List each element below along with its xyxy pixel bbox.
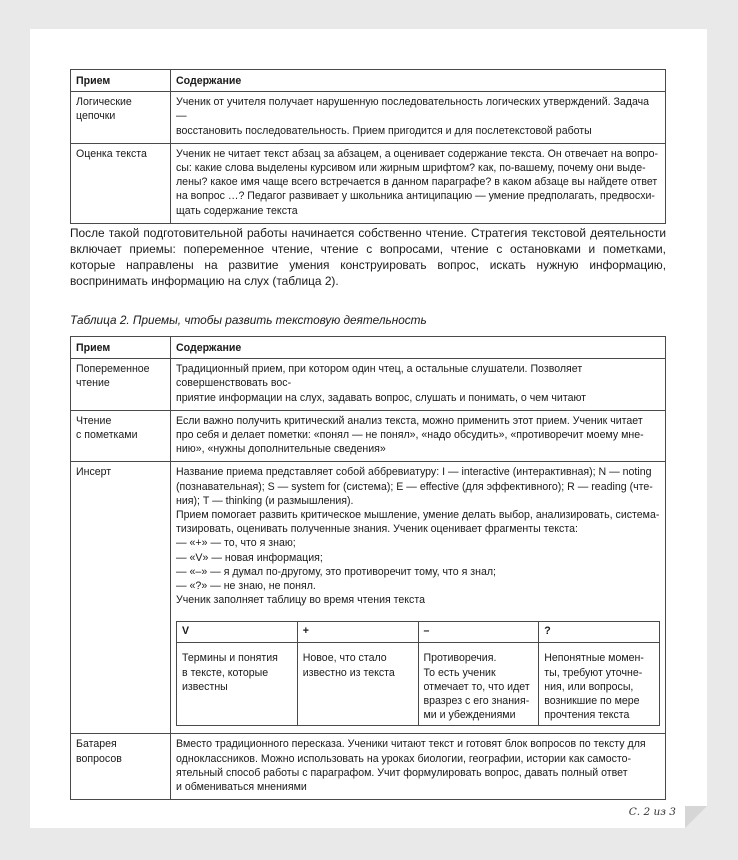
page-number: С. 2 из 3	[628, 806, 676, 818]
technique-content: Традиционный прием, при котором один чтец, а остальные слушатели. Позволяет совершенствовать вос- приятие информации на слух, задавать вопрос, слушать и понимать, о чем читают	[171, 359, 666, 411]
inner-cell-plus: Новое, что стало известно из текста	[297, 643, 418, 726]
table-header-row	[71, 337, 666, 359]
technique-name: Чтение с пометками	[71, 410, 171, 462]
page-curl-corner	[685, 806, 707, 828]
inner-header-question: ?	[539, 622, 660, 643]
header-content: Содержание	[171, 70, 666, 92]
inner-cell-minus: Противоречия. То есть ученик отмечает то, что идет вразрез с его знания- ми и убеждениями	[418, 643, 539, 726]
inner-row	[177, 643, 660, 726]
table-header-row	[71, 70, 666, 92]
inner-header-v: V	[177, 622, 298, 643]
table-row	[71, 143, 666, 223]
body-paragraph: После такой подготовительной работы начинается собственно чтение. Стратегия текстовой деятельности включает приемы: попеременное чтение, чтение с вопросами, чтение с остановками и пометками, которые направлены на развитие умения конструировать вопрос, искать нужную информацию, воспринимать информацию на слух (таблица 2).	[70, 226, 666, 288]
document-page	[30, 29, 707, 828]
inner-cell-question: Непонятные момен- ты, требуют уточне- ния, или вопросы, возникшие по мере прочтения текста	[539, 643, 660, 726]
header-content: Содержание	[171, 337, 666, 359]
insert-marking-table	[176, 621, 660, 726]
technique-name: Оценка текста	[71, 143, 171, 223]
techniques-table-1	[70, 69, 666, 224]
table-row	[71, 410, 666, 462]
technique-name: Попеременное чтение	[71, 359, 171, 411]
technique-name: Инсерт	[71, 462, 171, 734]
technique-content: Название приема представляет собой аббревиатуру: I — interactive (интерактивная); N — noting (познавательная); S — system for (система); E — effective (для эффективного); R — reading (чте- ния); T — thinking (и размышления). Прием помогает развить критическое мышление, умение делать выбор, анализировать, система- тизировать, оценивать полученные знания. Ученик оценивает фрагменты текста: — «+» — то, что я знаю; — «V» — новая информация; — «–» — я думал по-другому, это противоречит тому, что я знал; — «?» — не знаю, не понял. Ученик заполняет таблицу во время чтения текста V + – ? Термины и понятия в тексте, которые известны Новое, что стало известно из текста Противоречия. То есть ученик отмечает то, что идет вразрез с его знания- ми и убеждениями Непонятные момен- ты, требуют уточне- ния, или вопросы, возникшие по мере прочтения текста	[171, 462, 666, 734]
table-row	[71, 92, 666, 144]
technique-content: Ученик от учителя получает нарушенную последовательность логических утверждений. Задача — восстановить последовательность. Прием пригодится и для послетекстовой работы	[171, 92, 666, 144]
technique-name: Батарея вопросов	[71, 734, 171, 800]
table-row	[71, 734, 666, 800]
technique-content: Если важно получить критический анализ текста, можно применить этот прием. Ученик читает про себя и делает пометки: «понял — не понял», «надо обсудить», «противоречит моему мне- нию», «нужны дополнительные сведения»	[171, 410, 666, 462]
technique-content: Вместо традиционного пересказа. Ученики читают текст и готовят блок вопросов по тексту для одноклассников. Можно использовать на уроках биологии, географии, истории как самосто- ятельный способ работы с параграфом. Учит формулировать вопрос, давать полный ответ и обмениваться мнениями	[171, 734, 666, 800]
header-technique: Прием	[71, 70, 171, 92]
inner-header-minus: –	[418, 622, 539, 643]
header-technique: Прием	[71, 337, 171, 359]
table-row	[71, 462, 666, 734]
inner-header-plus: +	[297, 622, 418, 643]
inner-cell-v: Термины и понятия в тексте, которые известны	[177, 643, 298, 726]
techniques-table-2	[70, 336, 666, 800]
table-row	[71, 359, 666, 411]
technique-content: Ученик не читает текст абзац за абзацем, а оценивает содержание текста. Он отвечает на вопро- сы: какие слова выделены курсивом или жирным шрифтом? как, по-вашему, почему они выде- лены? какое имя чаще всего встречается в данном параграфе? в каком абзаце вы найдете ответ на вопрос …? Педагог развивает у школьника антиципацию — умение предполагать, предвосхи- щать содержание текста	[171, 143, 666, 223]
table-caption: Таблица 2. Приемы, чтобы развить текстовую деятельность	[70, 313, 427, 327]
inner-header-row	[177, 622, 660, 643]
technique-name: Логические цепочки	[71, 92, 171, 144]
